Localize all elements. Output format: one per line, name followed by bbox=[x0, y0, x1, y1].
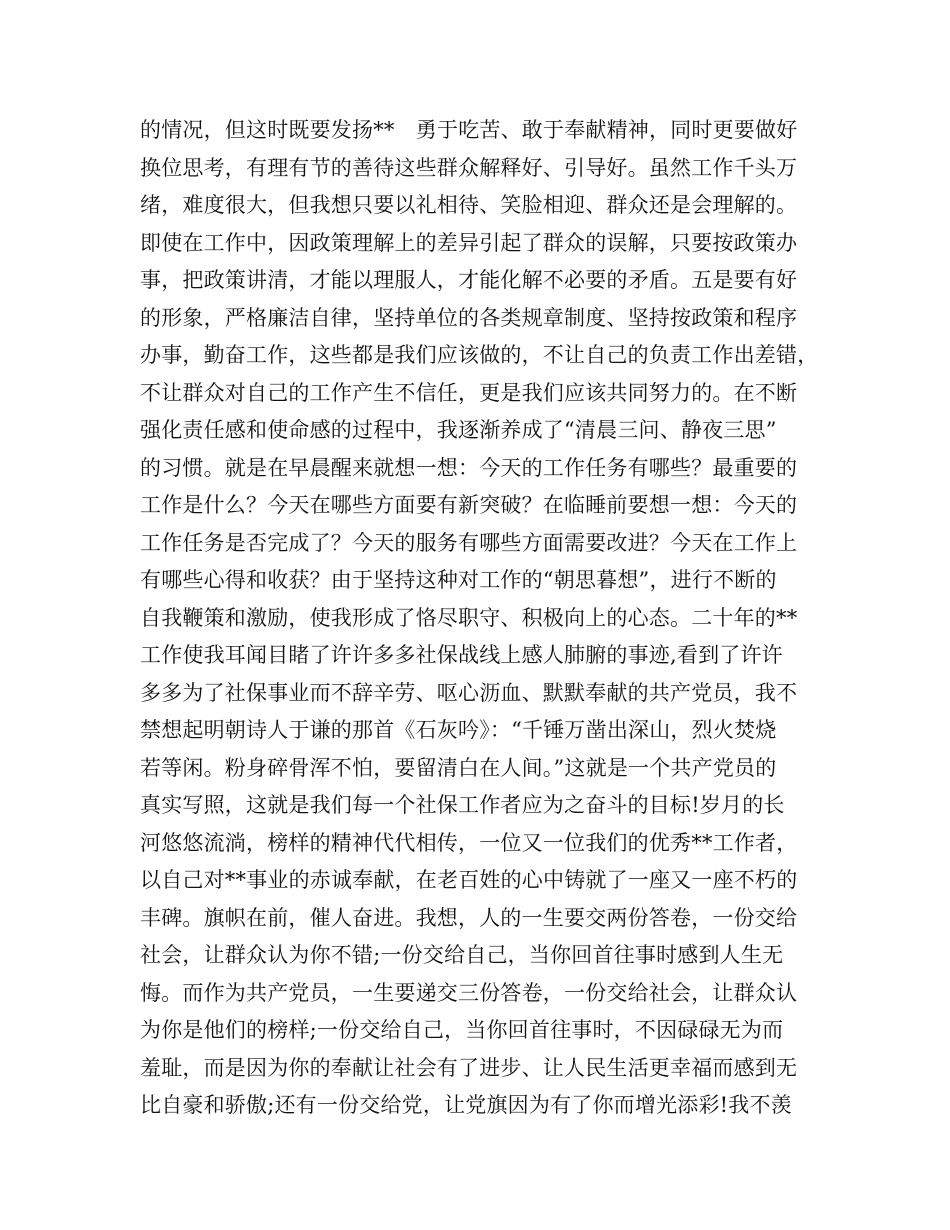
text-line: 工作任务是否完成了？今天的服务有哪些方面需要改进？今天在工作上 bbox=[140, 530, 798, 555]
text-line: 的形象，严格廉洁自律，坚持单位的各类规章制度、坚持按政策和程序 bbox=[140, 305, 798, 330]
text-line: 的情况，但这时既要发扬** 勇于吃苦、敢于奉献精神，同时更要做好 bbox=[140, 118, 798, 142]
text-line: 不让群众对自己的工作产生不信任，更是我们应该共同努力的。在不断 bbox=[140, 380, 798, 405]
text-line: 的习惯。就是在早晨醒来就想一想：今天的工作任务有哪些？最重要的 bbox=[140, 455, 798, 480]
text-line: 丰碑。旗帜在前，催人奋进。我想，人的一生要交两份答卷，一份交给 bbox=[140, 905, 798, 930]
text-line: 为你是他们的榜样;一份交给自己，当你回首往事时，不因碌碌无为而 bbox=[140, 1018, 784, 1042]
text-line: 若等闲。粉身碎骨浑不怕，要留清白在人间。”这就是一个共产党员的 bbox=[140, 755, 777, 780]
text-line: 河悠悠流淌，榜样的精神代代相传，一位又一位我们的优秀**工作者， bbox=[140, 830, 798, 855]
text-line: 事，把政策讲清，才能以理服人，才能化解不必要的矛盾。五是要有好 bbox=[140, 268, 798, 292]
text-line: 禁想起明朝诗人于谦的那首《石灰吟》：“千锤万凿出深山，烈火焚烧 bbox=[140, 718, 777, 742]
text-line: 绪，难度很大，但我想只要以礼相待、笑脸相迎、群众还是会理解的。 bbox=[140, 193, 798, 217]
text-line: 即使在工作中，因政策理解上的差异引起了群众的误解，只要按政策办 bbox=[140, 230, 798, 255]
text-line: 羞耻，而是因为你的奉献让社会有了进步、让人民生活更幸福而感到无 bbox=[140, 1055, 798, 1080]
text-line: 办事，勤奋工作，这些都是我们应该做的，不让自己的负责工作出差错， bbox=[140, 343, 819, 367]
text-line: 自我鞭策和激励，使我形成了恪尽职守、积极向上的心态。二十年的** bbox=[140, 605, 798, 630]
body-text bbox=[140, 112, 820, 1125]
text-line: 真实写照，这就是我们每一个社保工作者应为之奋斗的目标!岁月的长 bbox=[140, 793, 785, 817]
text-line: 以自己对**事业的赤诚奉献，在老百姓的心中铸就了一座又一座不朽的 bbox=[140, 868, 798, 892]
text-line: 工作是什么？今天在哪些方面要有新突破？在临睡前要想一想：今天的 bbox=[140, 493, 798, 517]
text-line: 工作使我耳闻目睹了许许多多社保战线上感人肺腑的事迹,看到了许许 bbox=[140, 643, 783, 667]
text-line: 有哪些心得和收获？由于坚持这种对工作的“朝思暮想”，进行不断的 bbox=[140, 568, 777, 592]
text-line: 多多为了社保事业而不辞辛劳、呕心沥血、默默奉献的共产党员，我不 bbox=[140, 680, 798, 705]
text-line: 悔。而作为共产党员，一生要递交三份答卷，一份交给社会，让群众认 bbox=[140, 980, 798, 1005]
text-line: 社会，让群众认为你不错;一份交给自己，当你回首往事时感到人生无 bbox=[140, 943, 784, 967]
text-line: 比自豪和骄傲;还有一份交给党，让党旗因为有了你而增光添彩!我不羡 bbox=[140, 1093, 792, 1117]
text-line: 换位思考，有理有节的善待这些群众解释好、引导好。虽然工作千头万 bbox=[140, 155, 798, 180]
text-line: 强化责任感和使命感的过程中，我逐渐养成了“清晨三问、静夜三思” bbox=[140, 418, 777, 442]
